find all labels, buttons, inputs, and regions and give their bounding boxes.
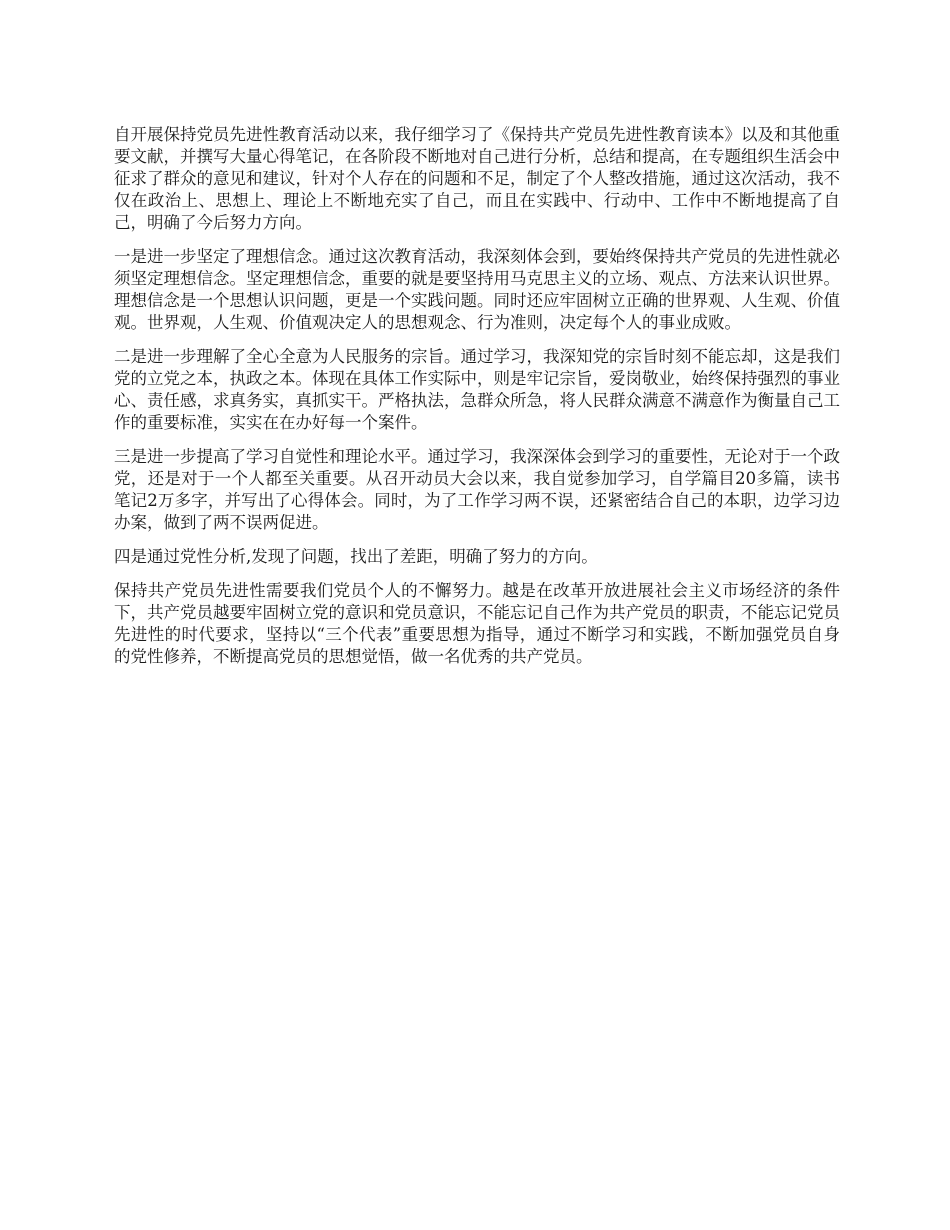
paragraph-conclusion: 保持共产党员先进性需要我们党员个人的不懈努力。越是在改革开放进展社会主义市场经济的条件下，共产党员越要牢固树立党的意识和党员意识，不能忘记自己作为共产党员的职责，不能忘记党员先进性的时代要求，坚持以“三个代表”重要思想为指导，通过不断学习和实践，不断加强党员自身的党性修养，不断提高党员的思想觉悟，做一名优秀的共产党员。 [114,581,840,666]
paragraph-study: 三是进一步提高了学习自觉性和理论水平。通过学习，我深深体会到学习的重要性，无论对于一个政党，还是对于一个人都至关重要。从召开动员大会以来，我自觉参加学习，自学篇目20多篇，读书笔记2万多字，并写出了心得体会。同时，为了工作学习两不误，还紧密结合自己的本职，边学习边办案，做到了两不误两促进。 [114,447,840,532]
paragraph-intro: 自开展保持党员先进性教育活动以来，我仔细学习了《保持共产党员先进性教育读本》以及和其他重要文献，并撰写大量心得笔记，在各阶段不断地对自己进行分析，总结和提高，在专题组织生活会中征求了群众的意见和建议，针对个人存在的问题和不足，制定了个人整改措施，通过这次活动，我不仅在政治上、思想上、理论上不断地充实了自己，而且在实践中、行动中、工作中不断地提高了自己，明确了今后努力方向。 [114,125,840,232]
paragraph-service: 二是进一步理解了全心全意为人民服务的宗旨。通过学习，我深知党的宗旨时刻不能忘却，这是我们党的立党之本，执政之本。体现在具体工作实际中，则是牢记宗旨，爱岗敬业，始终保持强烈的事业心、责任感，求真务实，真抓实干。严格执法，急群众所急，将人民群众满意不满意作为衡量自己工作的重要标准，实实在在办好每一个案件。 [114,347,840,432]
paragraph-ideals: 一是进一步坚定了理想信念。通过这次教育活动，我深刻体会到，要始终保持共产党员的先进性就必须坚定理想信念。坚定理想信念，重要的就是要坚持用马克思主义的立场、观点、方法来认识世界。理想信念是一个思想认识问题，更是一个实践问题。同时还应牢固树立正确的世界观、人生观、价值观。世界观，人生观、价值观决定人的思想观念、行为准则，决定每个人的事业成败。 [114,247,840,332]
paragraph-analysis: 四是通过党性分析,发现了问题，找出了差距，明确了努力的方向。 [114,547,598,566]
document-body [114,124,840,680]
